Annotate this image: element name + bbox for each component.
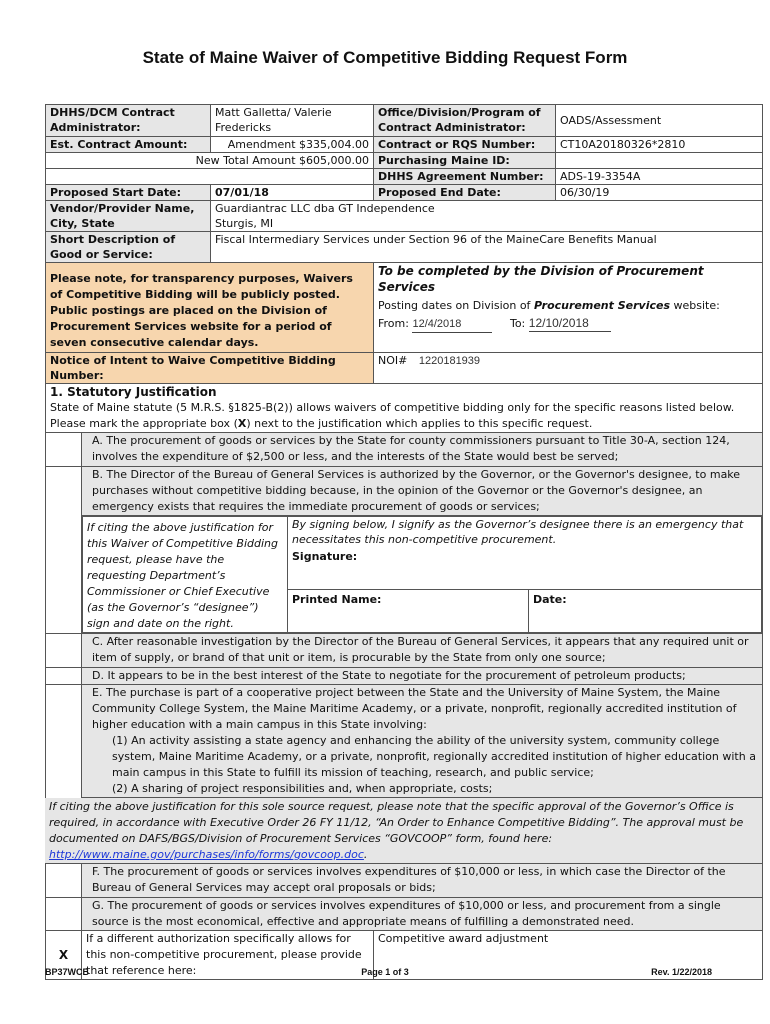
checkbox-g[interactable]	[46, 898, 82, 931]
rqs-label: Contract or RQS Number:	[374, 137, 556, 153]
governor-designee-block	[82, 516, 763, 634]
option-b: B. The Director of the Bureau of General Services is authorized by the Governor, or the Governor's designee, to make purchases without competitive bidding because, in the opinion of the Governor or the Governor's designee, an emergency exists that requires the immediate procurement of goods or services;	[82, 467, 763, 516]
signature-area	[288, 517, 762, 590]
option-c: C. After reasonable investigation by the Director of the Bureau of General Services, it appears that any required unit or item of supply, or brand of that unit or item, is procurable by the State from only one source;	[82, 634, 763, 668]
checkbox-other[interactable]: X	[46, 931, 82, 980]
checkbox-b[interactable]	[46, 467, 82, 634]
checkbox-c[interactable]	[46, 634, 82, 668]
end-date-label: Proposed End Date:	[374, 185, 556, 201]
posting-label-start: Posting dates on Division of	[378, 299, 531, 312]
blank-cell	[46, 169, 374, 185]
division-heading: To be completed by the Division of Procurement Services	[378, 264, 704, 294]
date-label[interactable]: Date:	[529, 590, 762, 633]
form-code: BP37WCB	[45, 967, 90, 977]
section-heading: 1. Statutory Justification	[50, 385, 217, 399]
from-label: From:	[378, 317, 409, 330]
end-date-value[interactable]: 06/30/19	[556, 185, 763, 201]
option-e-2: (2) A sharing of project responsibilities and, when appropriate, costs;	[82, 781, 762, 798]
option-e	[49, 685, 763, 864]
statutory-justification	[46, 384, 763, 433]
option-g: G. The procurement of goods or services involves expenditures of $10,000 or less, and procurement from a single source is the most economical, effective and appropriate means of fulfilling a demonstrated need.	[82, 898, 763, 931]
vendor-value[interactable]	[211, 201, 763, 232]
other-authorization-value[interactable]: Competitive award adjustment	[374, 931, 763, 980]
posting-label-end: website:	[673, 299, 720, 312]
option-d: D. It appears to be in the best interest of the State to negotiate for the procurement of petroleum products;	[82, 668, 763, 685]
signature-label[interactable]: Signature:	[292, 550, 358, 563]
printed-name-label[interactable]: Printed Name:	[288, 590, 529, 633]
est-amount-label: Est. Contract Amount:	[46, 137, 211, 153]
description-value[interactable]: Fiscal Intermediary Services under Section 96 of the MaineCare Benefits Manual	[211, 232, 763, 263]
to-date-field[interactable]: 12/10/2018	[529, 316, 611, 332]
checkbox-d[interactable]	[46, 668, 82, 685]
noi-number-field[interactable]: 1220181939	[418, 355, 481, 367]
admin-label: DHHS/DCM Contract Administrator:	[46, 105, 211, 137]
procurement-box	[374, 263, 763, 353]
description-label: Short Description of Good or Service:	[46, 232, 211, 263]
form-title: State of Maine Waiver of Competitive Bidding Request Form	[142, 48, 628, 67]
purchasing-label: Purchasing Maine ID:	[374, 153, 556, 169]
page-number: Page 1 of 3	[361, 967, 409, 977]
est-amount-value[interactable]: Amendment $335,004.00	[211, 137, 374, 153]
noi-label: Notice of Intent to Waive Competitive Bidding Number:	[46, 353, 374, 384]
revision-date: Rev. 1/22/2018	[651, 967, 712, 977]
designee-note: If citing the above justification for this Waiver of Competitive Bidding request, please have the requesting Department’s Commissioner or Chief Executive (as the Governor’s “designee”) sign and date on the right.	[83, 517, 288, 633]
admin-value[interactable]: Matt Galletta/ Valerie Fredericks	[211, 105, 374, 137]
other-authorization-label: If a different authorization specifically allows for this non-competitive procurement, please provide that reference here:	[82, 931, 374, 980]
checkbox-f[interactable]	[46, 864, 82, 898]
agreement-label: DHHS Agreement Number:	[374, 169, 556, 185]
vendor-label: Vendor/Provider Name, City, State	[46, 201, 211, 232]
option-a: A. The procurement of goods or services by the State for county commissioners pursuant to Title 30-A, section 124, involves the expenditure of $2,500 or less, and the interests of the State would best be served;	[82, 433, 763, 467]
option-f: F. The procurement of goods or services involves expenditures of $10,000 or less, in which case the Director of the Bureau of General Services may accept oral proposals or bids;	[82, 864, 763, 898]
rqs-value[interactable]: CT10A20180326*2810	[556, 137, 763, 153]
vendor-city: Sturgis, MI	[215, 217, 274, 230]
section-intro: State of Maine statute (5 M.R.S. §1825-B(2)) allows waivers of competitive bidding only for the specific reasons listed below. Please mark the appropriate box (X) next to the justification which applies to this specific request.	[50, 401, 735, 430]
posting-dates	[378, 316, 758, 333]
posting-label	[378, 298, 758, 314]
purchasing-value[interactable]	[556, 153, 763, 169]
govcoop-link[interactable]: http://www.maine.gov/purchases/info/forms/govcoop.doc	[49, 848, 364, 861]
checkbox-a[interactable]	[46, 433, 82, 467]
office-label: Office/Division/Program of Contract Administrator:	[374, 105, 556, 137]
noi-cell	[374, 353, 763, 384]
start-date-value[interactable]: 07/01/18	[211, 185, 374, 201]
new-total-value[interactable]: New Total Amount $605,000.00	[46, 153, 374, 169]
from-date-field[interactable]: 12/4/2018	[412, 317, 492, 333]
noi-prefix: NOI#	[378, 354, 408, 367]
agreement-value[interactable]: ADS-19-3354A	[556, 169, 763, 185]
option-e-note: If citing the above justification for this sole source request, please note that the specific approval of the Governor’s Office is required, in accordance with Executive Order 26 FY 11/12, “An Order to Enhance Competitive Bidding”. The approval must be documented on DAFS/BGS/Division of Procurement Services “GOVCOOP” form, found here: http://www.maine.gov/purchases/info/forms/govcoop.doc.	[45, 798, 762, 863]
vendor-name: Guardiantrac LLC dba GT Independence	[215, 202, 435, 215]
option-e-text: E. The purchase is part of a cooperative project between the State and the University of Maine System, the Maine Community College System, the Maine Maritime Academy, or a private, nonprofit, regionally accredited institution of higher education with a main campus in this State involving:	[92, 686, 737, 731]
to-label: To:	[509, 317, 526, 330]
waiver-form-table	[45, 104, 763, 980]
posting-label-em: Procurement Services	[533, 299, 670, 312]
transparency-notice: Please note, for transparency purposes, Waivers of Competitive Bidding will be publicly posted. Public postings are placed on the Division of Procurement Services website for a period of seven consecutive calendar days.	[46, 263, 374, 353]
option-e-1: (1) An activity assisting a state agency and enhancing the ability of the university system, community college system, Maine Maritime Academy, or a private, nonprofit, regionally accredited institution of higher education with a main campus in this State to fulfill its mission of teaching, research, and public service;	[112, 734, 756, 779]
start-date-label: Proposed Start Date:	[46, 185, 211, 201]
office-value[interactable]: OADS/Assessment	[556, 105, 763, 137]
designee-statement: By signing below, I signify as the Governor’s designee there is an emergency that necessitates this non-competitive procurement.	[292, 518, 744, 546]
